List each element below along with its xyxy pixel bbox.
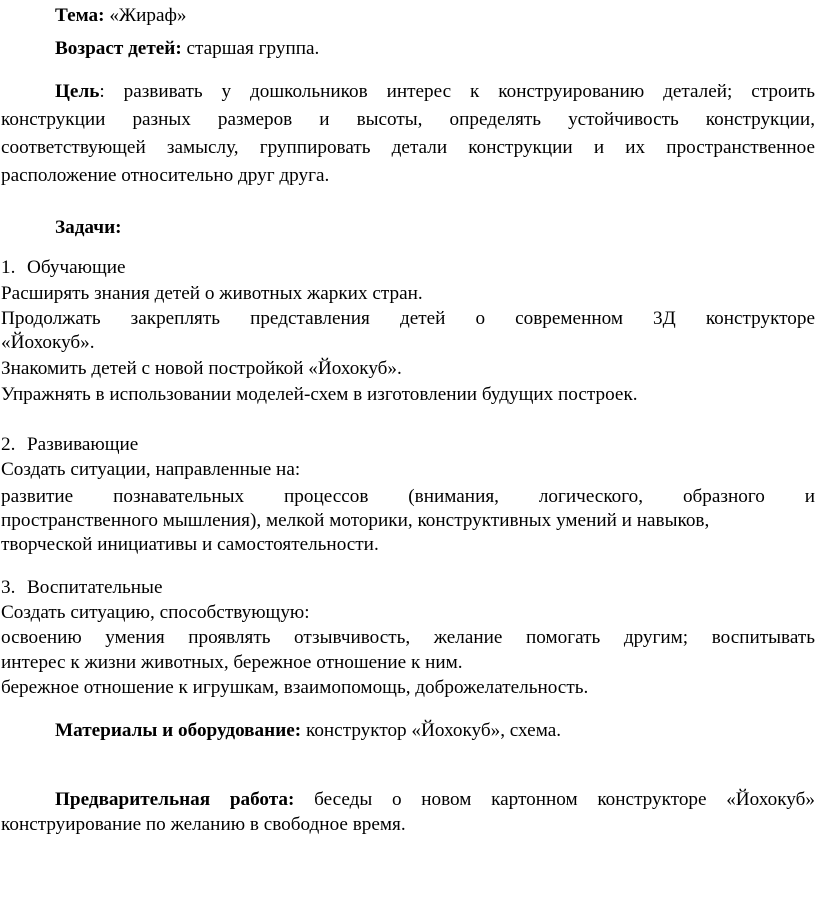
goal-line-1 [55,79,815,105]
section-1-line-3: «Йохокуб». [1,332,95,353]
section-3-line-3: интерес к жизни животных, бережное отношение к ним. [1,652,463,673]
tasks-heading [55,215,815,241]
materials-label: Материалы и оборудование: [55,720,302,741]
age-line [55,36,815,62]
prep-label: Предварительная работа: [55,789,295,810]
prep-line-1 [55,787,815,813]
section-3-number: 3. [1,577,16,598]
topic-line [55,3,815,29]
section-3-line-2: освоению умения проявлять отзывчивость, желание помогать другим; воспитывать [1,627,815,648]
goal-text-1: : развивать у дошкольников интерес к конструированию деталей; строить [99,81,815,102]
section-2-line-4: творческой инициативы и самостоятельности. [1,534,379,555]
section-2-title-text: Развивающие [27,434,139,455]
section-2-line-3: пространственного мышления), мелкой моторики, конструктивных умений и навыков, [1,510,710,531]
section-3-title [1,575,815,601]
goal-label: Цель [55,81,100,102]
section-1-number: 1. [1,257,16,278]
section-1-line-4: Знакомить детей с новой постройкой «Йохокуб». [1,358,402,379]
section-1-line-5: Упражнять в использовании моделей-схем в изготовлении будущих построек. [1,384,638,405]
section-2-number: 2. [1,434,16,455]
prep-text-1: беседы о новом картонном конструкторе «Йохокуб» [294,789,815,810]
section-1-title [1,255,815,281]
age-label: Возраст детей: [55,38,182,59]
materials-line [55,718,815,744]
materials-value: конструктор «Йохокуб», схема. [301,720,562,741]
section-3-line-1: Создать ситуацию, способствующую: [1,602,310,623]
section-2-line-1: Создать ситуации, направленные на: [1,459,301,480]
section-1-line-1: Расширять знания детей о животных жарких стран. [1,283,423,304]
goal-line-2: конструкции разных размеров и высоты, определять устойчивость конструкции, [1,109,815,130]
topic-value: «Жираф» [104,5,187,26]
section-1-title-text: Обучающие [27,257,126,278]
section-2-title [1,432,815,458]
age-value: старшая группа. [181,38,320,59]
section-2-line-2: развитие познавательных процессов (внимания, логического, образного и [1,486,815,507]
section-3-line-4: бережное отношение к игрушкам, взаимопомощь, доброжелательность. [1,677,589,698]
goal-line-3: соответствующей замыслу, группировать детали конструкции и их пространственное [1,137,815,158]
goal-line-4: расположение относительно друг друга. [1,165,330,186]
tasks-heading-text: Задачи: [55,217,122,238]
section-3-title-text: Воспитательные [27,577,163,598]
topic-label: Тема: [55,5,105,26]
prep-line-2: конструирование по желанию в свободное время. [1,814,406,835]
section-1-line-2: Продолжать закреплять представления детей о современном 3Д конструкторе [1,308,815,329]
